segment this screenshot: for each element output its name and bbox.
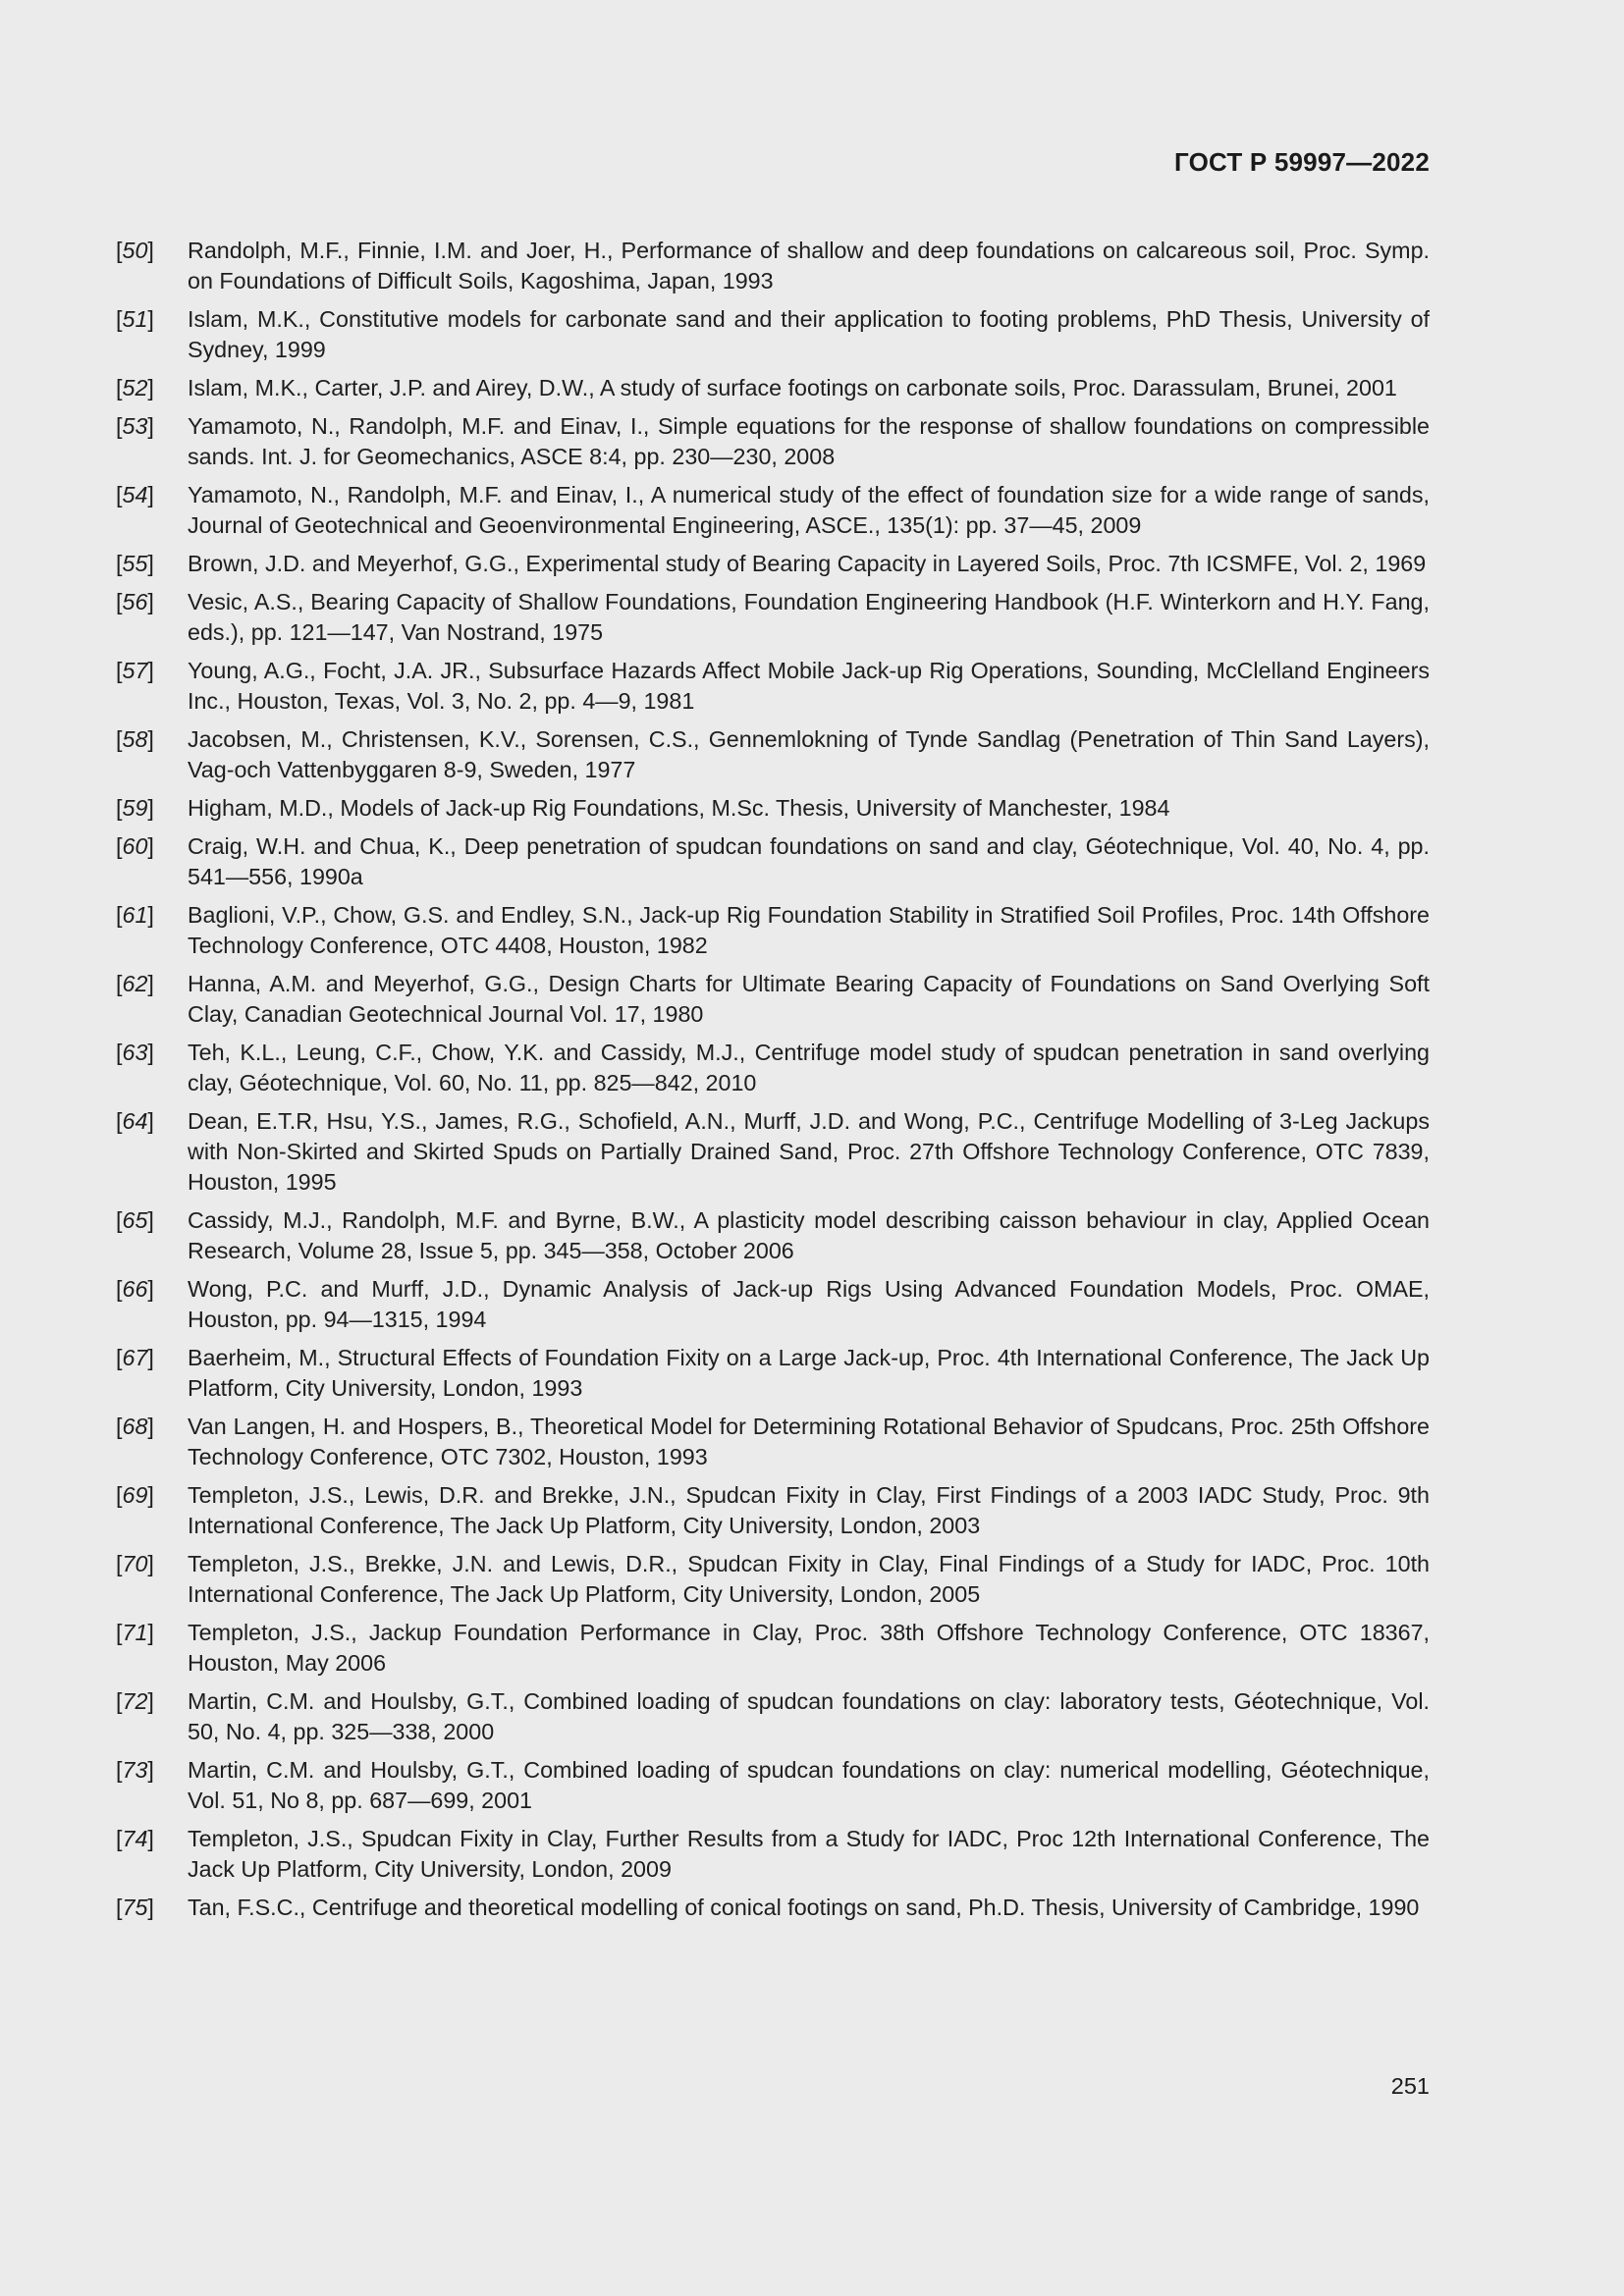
reference-text: Cassidy, M.J., Randolph, M.F. and Byrne, B.W., A plasticity model describing caisson behaviour in clay, Applied Ocean Research, Volume 28, Issue 5, pp. 345—358, October 2006 — [188, 1207, 1430, 1263]
reference-item — [116, 1038, 1430, 1098]
reference-text: Teh, K.L., Leung, C.F., Chow, Y.K. and Cassidy, M.J., Centrifuge model study of spudcan penetration in sand overlying clay, Géotechnique, Vol. 60, No. 11, pp. 825—842, 2010 — [188, 1040, 1430, 1095]
reference-text: Wong, P.C. and Murff, J.D., Dynamic Analysis of Jack-up Rigs Using Advanced Foundation Models, Proc. OMAE, Houston, pp. 94—1315, 1994 — [188, 1276, 1430, 1332]
reference-number: [70] — [116, 1551, 154, 1576]
page-number: 251 — [1390, 2073, 1430, 2099]
reference-text: Templeton, J.S., Spudcan Fixity in Clay, Further Results from a Study for IADC, Proc 12th International Conference, The Jack Up Platform, City University, London, 2009 — [188, 1826, 1430, 1882]
reference-number: [56] — [116, 589, 154, 614]
reference-item — [116, 587, 1430, 648]
reference-text: Brown, J.D. and Meyerhof, G.G., Experimental study of Bearing Capacity in Layered Soils, Proc. 7th ICSMFE, Vol. 2, 1969 — [188, 551, 1427, 576]
reference-number: [59] — [116, 795, 154, 821]
reference-item — [116, 1893, 1430, 1923]
reference-text: Craig, W.H. and Chua, K., Deep penetration of spudcan foundations on sand and clay, Géotechnique, Vol. 40, No. 4, pp. 541—556, 1990a — [188, 833, 1430, 889]
reference-item — [116, 236, 1430, 296]
reference-text: Young, A.G., Focht, J.A. JR., Subsurface Hazards Affect Mobile Jack-up Rig Operations, Sounding, McClelland Engineers Inc., Houston, Texas, Vol. 3, No. 2, pp. 4—9, 1981 — [188, 658, 1430, 714]
reference-number: [72] — [116, 1688, 154, 1714]
reference-item — [116, 1274, 1430, 1335]
reference-item — [116, 1343, 1430, 1404]
reference-number: [63] — [116, 1040, 154, 1065]
reference-item — [116, 304, 1430, 365]
reference-number: [62] — [116, 971, 154, 996]
reference-number: [74] — [116, 1826, 154, 1851]
reference-item — [116, 373, 1430, 403]
reference-text: Templeton, J.S., Brekke, J.N. and Lewis, D.R., Spudcan Fixity in Clay, Final Findings of a Study for IADC, Proc. 10th International Conference, The Jack Up Platform, City University, London, 2005 — [188, 1551, 1430, 1607]
standard-designation: ГОСТ Р 59997—2022 — [1174, 147, 1430, 177]
reference-item — [116, 656, 1430, 717]
reference-item — [116, 1549, 1430, 1610]
reference-number: [60] — [116, 833, 154, 859]
reference-number: [75] — [116, 1895, 154, 1920]
reference-item — [116, 969, 1430, 1030]
reference-item — [116, 793, 1430, 824]
reference-text: Islam, M.K., Constitutive models for carbonate sand and their application to footing problems, PhD Thesis, University of Sydney, 1999 — [188, 306, 1430, 362]
reference-number: [69] — [116, 1482, 154, 1508]
reference-item — [116, 1106, 1430, 1198]
reference-text: Higham, M.D., Models of Jack-up Rig Foundations, M.Sc. Thesis, University of Manchester, 1984 — [188, 795, 1170, 821]
reference-text: Van Langen, H. and Hospers, B., Theoretical Model for Determining Rotational Behavior of Spudcans, Proc. 25th Offshore Technology Conference, OTC 7302, Houston, 1993 — [188, 1414, 1430, 1469]
reference-number: [51] — [116, 306, 154, 332]
reference-item — [116, 549, 1430, 579]
reference-text: Martin, C.M. and Houlsby, G.T., Combined loading of spudcan foundations on clay: numerical modelling, Géotechnique, Vol. 51, No 8, pp. 687—699, 2001 — [188, 1757, 1430, 1813]
reference-number: [52] — [116, 375, 154, 400]
reference-item — [116, 411, 1430, 472]
reference-item — [116, 1480, 1430, 1541]
reference-number: [64] — [116, 1108, 154, 1134]
reference-text: Vesic, A.S., Bearing Capacity of Shallow Foundations, Foundation Engineering Handbook (H.F. Winterkorn and H.Y. Fang, eds.), pp. 121—147, Van Nostrand, 1975 — [188, 589, 1430, 645]
reference-text: Tan, F.S.C., Centrifuge and theoretical modelling of conical footings on sand, Ph.D. Thesis, University of Cambridge, 1990 — [188, 1895, 1420, 1920]
reference-text: Hanna, A.M. and Meyerhof, G.G., Design Charts for Ultimate Bearing Capacity of Foundations on Sand Overlying Soft Clay, Canadian Geotechnical Journal Vol. 17, 1980 — [188, 971, 1430, 1027]
reference-text: Islam, M.K., Carter, J.P. and Airey, D.W., A study of surface footings on carbonate soils, Proc. Darassulam, Brunei, 2001 — [188, 375, 1397, 400]
reference-number: [73] — [116, 1757, 154, 1783]
reference-item — [116, 1824, 1430, 1885]
reference-text: Yamamoto, N., Randolph, M.F. and Einav, I., Simple equations for the response of shallow foundations on compressible sands. Int. J. for Geomechanics, ASCE 8:4, pp. 230—230, 2008 — [188, 413, 1430, 469]
reference-text: Baerheim, M., Structural Effects of Foundation Fixity on a Large Jack-up, Proc. 4th International Conference, The Jack Up Platform, City University, London, 1993 — [188, 1345, 1430, 1401]
reference-item — [116, 1686, 1430, 1747]
reference-number: [54] — [116, 482, 154, 507]
bibliography-list — [116, 236, 1430, 1931]
reference-item — [116, 1755, 1430, 1816]
reference-text: Templeton, J.S., Jackup Foundation Performance in Clay, Proc. 38th Offshore Technology Conference, OTC 18367, Houston, May 2006 — [188, 1620, 1430, 1676]
reference-number: [55] — [116, 551, 154, 576]
reference-number: [61] — [116, 902, 154, 928]
reference-number: [66] — [116, 1276, 154, 1302]
reference-text: Martin, C.M. and Houlsby, G.T., Combined loading of spudcan foundations on clay: laboratory tests, Géotechnique, Vol. 50, No. 4, pp. 325—338, 2000 — [188, 1688, 1430, 1744]
reference-text: Randolph, M.F., Finnie, I.M. and Joer, H., Performance of shallow and deep foundations on calcareous soil, Proc. Symp. on Foundations of Difficult Soils, Kagoshima, Japan, 1993 — [188, 238, 1430, 294]
reference-text: Templeton, J.S., Lewis, D.R. and Brekke, J.N., Spudcan Fixity in Clay, First Findings of a 2003 IADC Study, Proc. 9th International Conference, The Jack Up Platform, City University, London, 2003 — [188, 1482, 1430, 1538]
reference-number: [58] — [116, 726, 154, 752]
reference-text: Dean, E.T.R, Hsu, Y.S., James, R.G., Schofield, A.N., Murff, J.D. and Wong, P.C., Centrifuge Modelling of 3-Leg Jackups with Non-Skirted and Skirted Spuds on Partially Drained Sand, Proc. 27th Offshore Technology Conference, OTC 7839, Houston, 1995 — [188, 1108, 1430, 1195]
reference-item — [116, 900, 1430, 961]
reference-text: Baglioni, V.P., Chow, G.S. and Endley, S.N., Jack-up Rig Foundation Stability in Stratified Soil Profiles, Proc. 14th Offshore Technology Conference, OTC 4408, Houston, 1982 — [188, 902, 1430, 958]
reference-item — [116, 1412, 1430, 1472]
reference-number: [53] — [116, 413, 154, 439]
reference-number: [67] — [116, 1345, 154, 1370]
reference-text: Yamamoto, N., Randolph, M.F. and Einav, I., A numerical study of the effect of foundation size for a wide range of sands, Journal of Geotechnical and Geoenvironmental Engineering, ASCE., 135(1): pp. 37—45, 2009 — [188, 482, 1430, 538]
reference-item — [116, 1618, 1430, 1679]
reference-number: [71] — [116, 1620, 154, 1645]
reference-item — [116, 480, 1430, 541]
reference-number: [68] — [116, 1414, 154, 1439]
reference-item — [116, 1205, 1430, 1266]
reference-number: [50] — [116, 238, 154, 263]
reference-number: [65] — [116, 1207, 154, 1233]
reference-number: [57] — [116, 658, 154, 683]
reference-text: Jacobsen, M., Christensen, K.V., Sorensen, C.S., Gennemlokning of Tynde Sandlag (Penetration of Thin Sand Layers), Vag-och Vattenbyggaren 8-9, Sweden, 1977 — [188, 726, 1430, 782]
reference-item — [116, 831, 1430, 892]
reference-item — [116, 724, 1430, 785]
